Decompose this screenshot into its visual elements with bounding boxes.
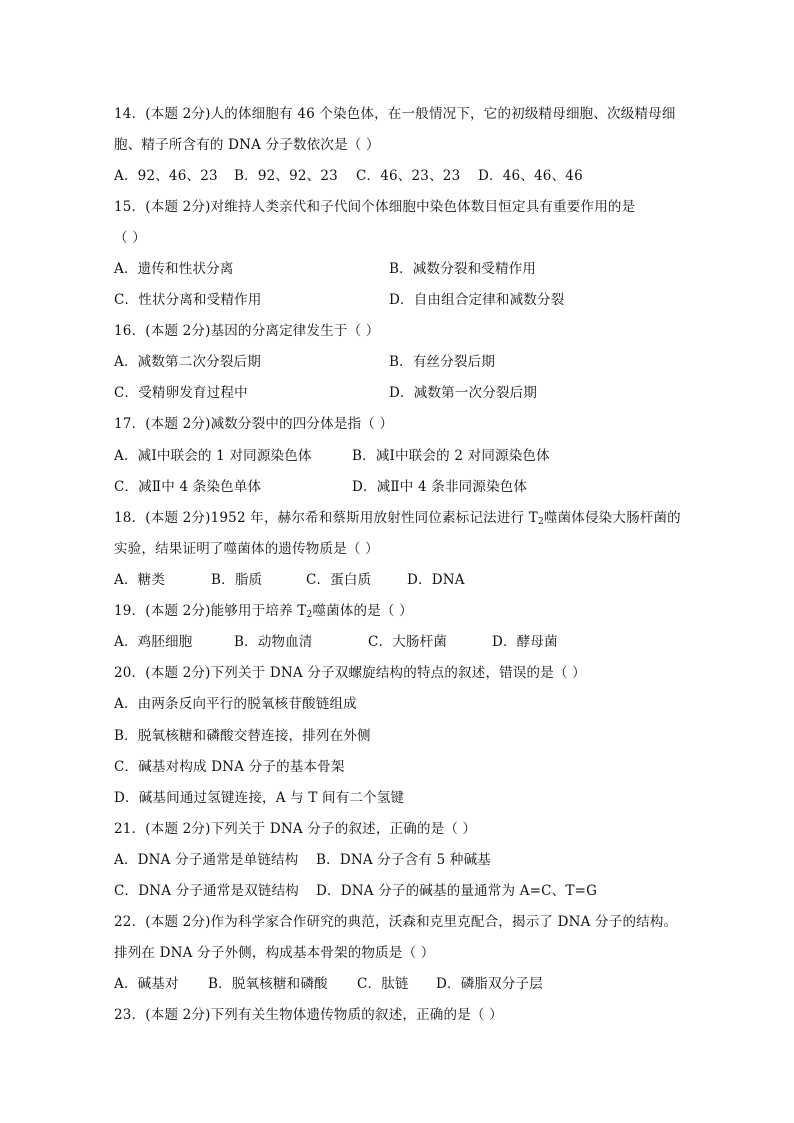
q18-option-c: C．蛋白质: [306, 572, 372, 588]
q17-option-d: D．减Ⅱ中 4 条非同源染色体: [352, 479, 528, 495]
q18-stem-part: 噬菌体侵染大肠杆菌的: [543, 510, 681, 526]
q21-option-b: B．DNA 分子含有 5 种碱基: [316, 852, 491, 868]
q18-stem: 实验，结果证明了噬菌体的遗传物质是（ ）: [114, 541, 379, 557]
q15-option-b: B．减数分裂和受精作用: [389, 261, 537, 277]
q16-option-b: B．有丝分裂后期: [389, 354, 496, 370]
q14-option-d: D．46、46、46: [478, 168, 583, 184]
q18-stem-part: 18．(本题 2分)1952 年，赫尔希和蔡斯用放射性同位素标记法进行 T: [114, 510, 538, 526]
q23-stem: 23．(本题 2分)下列有关生物体遗传物质的叙述，正确的是（ ）: [114, 1007, 503, 1023]
q22-option-a: A．碱基对: [114, 976, 179, 992]
q18-option-a: A．糖类: [114, 572, 166, 588]
q15-option-a: A．遗传和性状分离: [114, 261, 234, 277]
q15-option-d: D．自由组合定律和减数分裂: [389, 292, 565, 308]
q17-option-a: A．减Ⅰ中联会的 1 对同源染色体: [114, 448, 312, 464]
q18-stem: [114, 508, 681, 528]
q16-option-d: D．减数第一次分裂后期: [389, 385, 538, 401]
q14-stem: 14．(本题 2分)人的体细胞有 46 个染色体，在一般情况下，它的初级精母细胞、次级精母细: [114, 106, 676, 122]
q20-option-b: B．脱氧核糖和磷酸交替连接，排列在外侧: [114, 728, 371, 744]
q19-option-d: D．酵母菌: [492, 634, 558, 650]
q20-option-d: D．碱基间通过氢键连接，A 与 T 间有二个氢键: [114, 790, 405, 806]
q15-stem: 15．(本题 2分)对维持人类亲代和子代间个体细胞中染色体数目恒定具有重要作用的是: [114, 199, 636, 215]
q22-option-c: C．肽链: [357, 976, 409, 992]
q20-option-a: A．由两条反向平行的脱氧核苷酸链组成: [114, 696, 357, 712]
q16-option-a: A．减数第二次分裂后期: [114, 354, 261, 370]
q19-stem: [114, 601, 413, 621]
q20-stem: 20．(本题 2分)下列关于 DNA 分子双螺旋结构的特点的叙述，错误的是（ ）: [114, 665, 586, 681]
q22-stem: 排列在 DNA 分子外侧，构成基本骨架的物质是（ ）: [114, 945, 435, 961]
q21-stem: 21．(本题 2分)下列关于 DNA 分子的叙述，正确的是（ ）: [114, 821, 477, 837]
q15-stem: （ ）: [114, 230, 146, 246]
q14-stem: 胞、精子所含有的 DNA 分子数依次是（ ）: [114, 137, 380, 153]
q14-option-c: C．46、23、23: [356, 168, 461, 184]
q14-option-a: A．92、46、23: [114, 168, 218, 184]
q22-stem: 22．(本题 2分)作为科学家合作研究的典范，沃森和克里克配合，揭示了 DNA 分子的结构。: [114, 914, 678, 930]
q19-option-c: C．大肠杆菌: [368, 634, 448, 650]
q21-option-c: C．DNA 分子通常是双链结构: [114, 883, 300, 899]
q21-option-d: D．DNA 分子的碱基的量通常为 A=C、T=G: [316, 883, 598, 899]
q16-stem: 16．(本题 2分)基因的分离定律发生于（ ）: [114, 323, 380, 339]
q17-option-c: C．减Ⅱ中 4 条染色单体: [114, 479, 262, 495]
q21-option-a: A．DNA 分子通常是单链结构: [114, 852, 299, 868]
q14-option-b: B．92、92、23: [234, 168, 338, 184]
q18-option-d: D．DNA: [407, 572, 465, 588]
q18-option-b: B．脂质: [211, 572, 263, 588]
q22-option-b: B．脱氧核糖和磷酸: [208, 976, 328, 992]
q19-stem-part: 噬菌体的是（ ）: [312, 603, 413, 619]
q17-option-b: B．减Ⅰ中联会的 2 对同源染色体: [352, 448, 550, 464]
q18-subscript: 2: [537, 517, 544, 527]
q22-option-d: D．磷脂双分子层: [436, 976, 543, 992]
q15-option-c: C．性状分离和受精作用: [114, 292, 262, 308]
q16-option-c: C．受精卵发育过程中: [114, 385, 248, 401]
q19-subscript: 2: [306, 610, 313, 620]
q19-option-a: A．鸡胚细胞: [114, 634, 193, 650]
q19-stem-part: 19．(本题 2分)能够用于培养 T: [114, 603, 307, 619]
q19-option-b: B．动物血清: [234, 634, 313, 650]
q17-stem: 17．(本题 2分)减数分裂中的四分体是指（ ）: [114, 416, 394, 432]
q20-option-c: C．碱基对构成 DNA 分子的基本骨架: [114, 759, 345, 775]
